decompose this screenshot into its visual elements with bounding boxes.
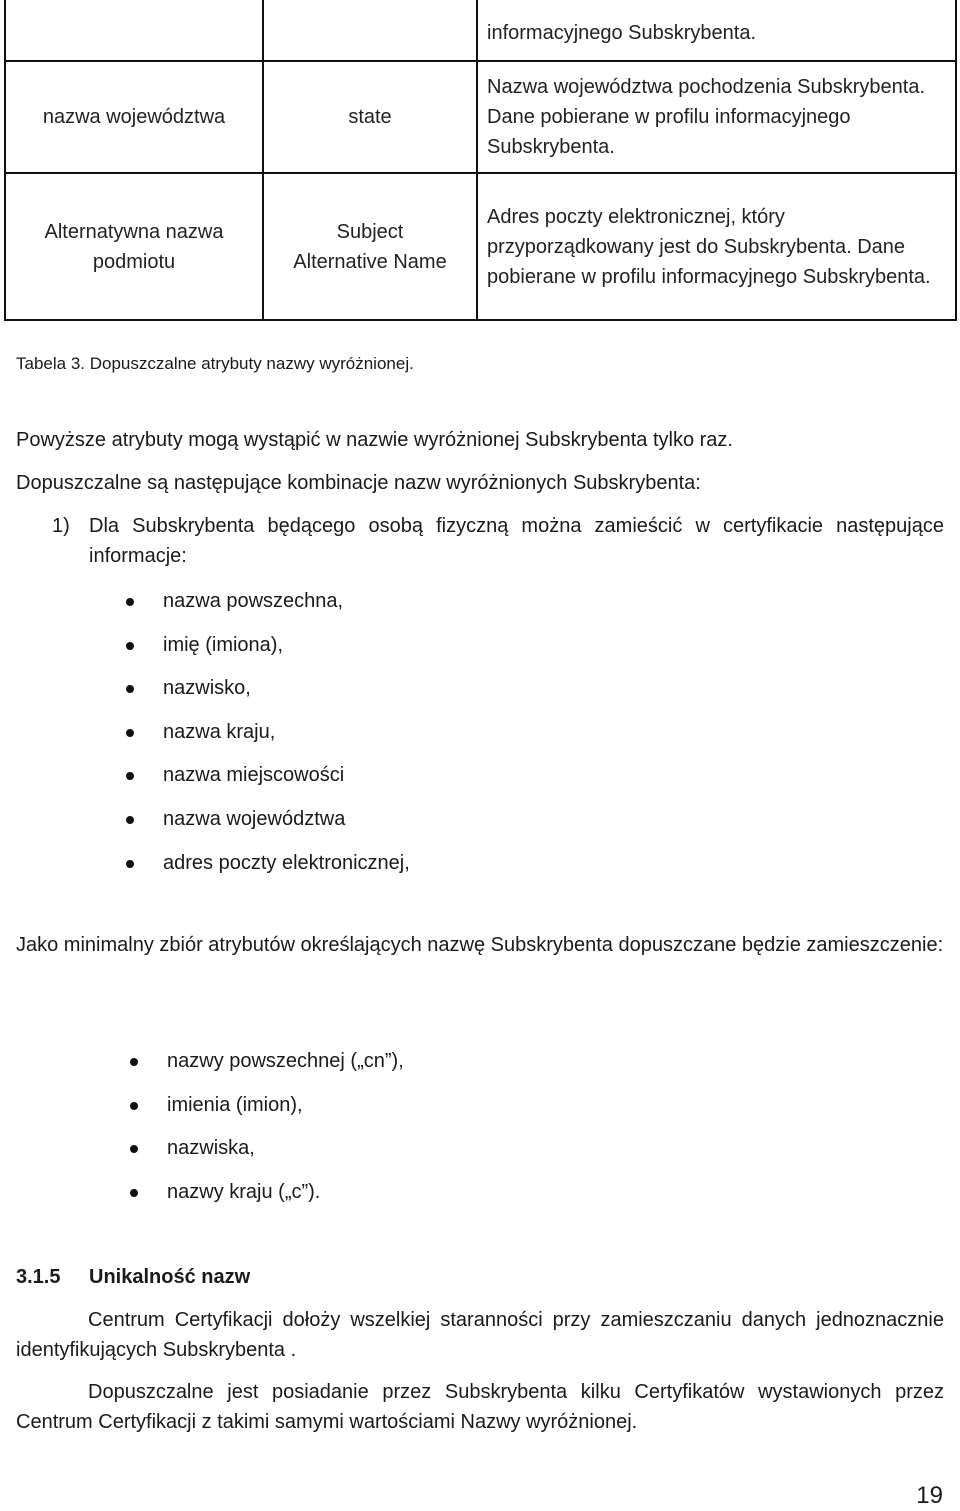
section-number: 3.1.5 bbox=[16, 1266, 61, 1288]
list-item: nazwa miejscowości bbox=[126, 754, 410, 798]
bullet-icon bbox=[130, 1189, 138, 1197]
table-cell-description: Nazwa województwa pochodzenia Subskrybenta. Dane pobierane w profilu informacyjnego Subskrybenta. bbox=[477, 61, 956, 173]
list-item: nazwy powszechnej („cn”), bbox=[130, 1040, 404, 1084]
list-item: imię (imiona), bbox=[126, 624, 410, 668]
attributes-table bbox=[4, 0, 957, 321]
bullet-list-person-attributes bbox=[126, 580, 410, 885]
table-cell-description: Adres poczty elektronicznej, który przyporządkowany jest do Subskrybenta. Dane pobierane w profilu informacyjnego Subskrybenta. bbox=[477, 173, 956, 320]
bullet-icon bbox=[130, 1145, 138, 1153]
bullet-icon bbox=[126, 685, 134, 693]
table-cell-description: informacyjnego Subskrybenta. bbox=[477, 0, 956, 61]
table-row bbox=[5, 0, 956, 61]
list-item: nazwiska, bbox=[130, 1127, 404, 1171]
item-number: 1) bbox=[52, 515, 70, 537]
table-cell-polish-name bbox=[5, 0, 263, 61]
bullet-icon bbox=[126, 772, 134, 780]
table-cell-english-name: state bbox=[263, 61, 477, 173]
bullet-icon bbox=[126, 816, 134, 824]
bullet-icon bbox=[126, 598, 134, 606]
paragraph-minimal-set: Jako minimalny zbiór atrybutów określających nazwę Subskrybenta dopuszczane będzie zamieszczenie: bbox=[16, 934, 944, 956]
table-row bbox=[5, 61, 956, 173]
bullet-icon bbox=[130, 1102, 138, 1110]
list-item: imienia (imion), bbox=[130, 1084, 404, 1128]
bullet-icon bbox=[126, 729, 134, 737]
table-row bbox=[5, 173, 956, 320]
section-heading bbox=[16, 1262, 250, 1292]
bullet-icon bbox=[130, 1058, 138, 1066]
list-item: nazwa powszechna, bbox=[126, 580, 410, 624]
numbered-item bbox=[52, 511, 944, 571]
paragraph-combinations: Dopuszczalne są następujące kombinacje nazw wyróżnionych Subskrybenta: bbox=[16, 472, 701, 494]
table-cell-polish-name: Alternatywna nazwa podmiotu bbox=[5, 173, 263, 320]
list-item: nazwa kraju, bbox=[126, 711, 410, 755]
list-item: nazwisko, bbox=[126, 667, 410, 711]
bullet-icon bbox=[126, 642, 134, 650]
list-item: nazwa województwa bbox=[126, 798, 410, 842]
bullet-icon bbox=[126, 860, 134, 868]
list-item: nazwy kraju („c”). bbox=[130, 1171, 404, 1215]
table-cell-english-name: Subject Alternative Name bbox=[263, 173, 477, 320]
table-caption: Tabela 3. Dopuszczalne atrybuty nazwy wyróżnionej. bbox=[16, 354, 414, 373]
list-item: adres poczty elektronicznej, bbox=[126, 842, 410, 886]
paragraph-attributes-once: Powyższe atrybuty mogą wystąpić w nazwie wyróżnionej Subskrybenta tylko raz. bbox=[16, 429, 733, 451]
item-text: Dla Subskrybenta będącego osobą fizyczną można zamieścić w certyfikacie następujące informacje: bbox=[89, 515, 944, 567]
bullet-list-minimal-attributes bbox=[130, 1040, 404, 1214]
paragraph-multiple-certificates: Dopuszczalne jest posiadanie przez Subskrybenta kilku Certyfikatów wystawionych przez Centrum Certyfikacji z takimi samymi wartościami Nazwy wyróżnionej. bbox=[16, 1381, 944, 1433]
table-cell-english-name bbox=[263, 0, 477, 61]
page-number: 19 bbox=[916, 1482, 943, 1509]
paragraph-care: Centrum Certyfikacji dołoży wszelkiej staranności przy zamieszczaniu danych jednoznacznie identyfikujących Subskrybenta . bbox=[16, 1309, 944, 1361]
table-cell-polish-name: nazwa województwa bbox=[5, 61, 263, 173]
section-title: Unikalność nazw bbox=[89, 1266, 251, 1288]
